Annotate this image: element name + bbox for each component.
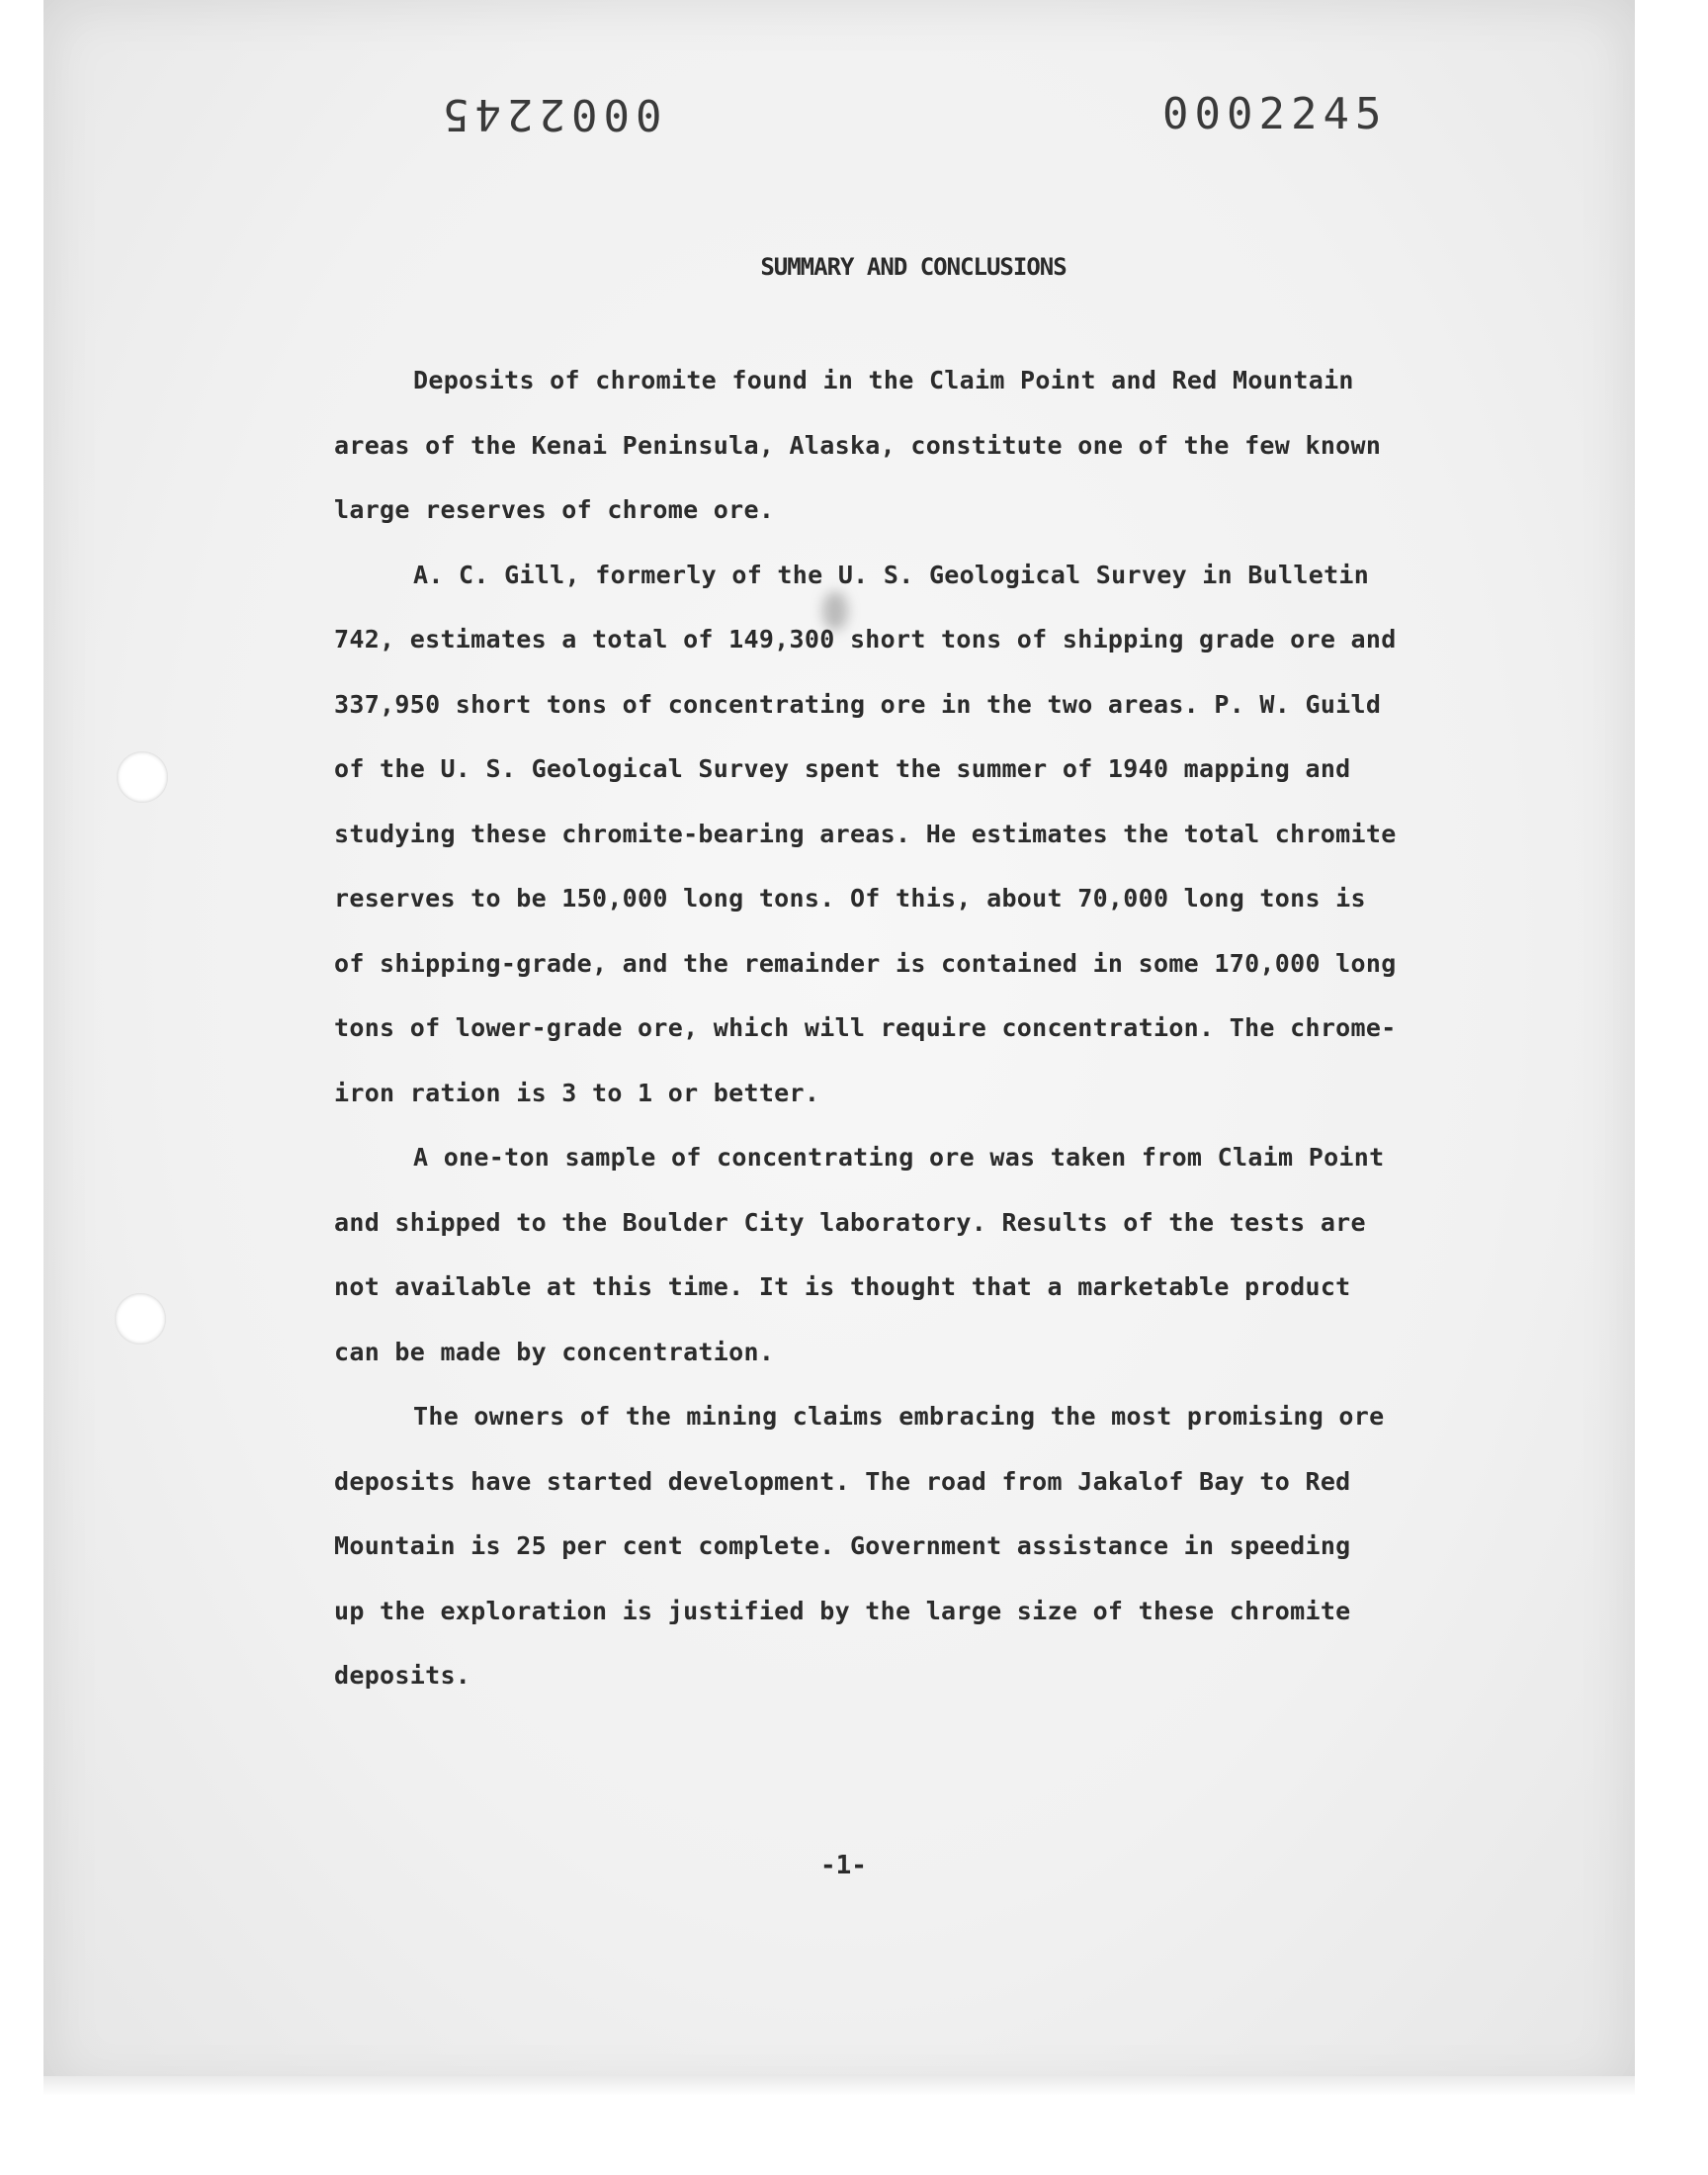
text-line: of shipping-grade, and the remainder is contained in some 170,000 long (334, 948, 1397, 978)
text-line: of the U. S. Geological Survey spent the summer of 1940 mapping and (334, 754, 1351, 783)
text-line: studying these chromite-bearing areas. He estimates the total chromite (334, 819, 1397, 848)
text-line: A. C. Gill, formerly of the U. S. Geological Survey in Bulletin (413, 560, 1370, 589)
paragraph-2 (334, 543, 1510, 1126)
page-number-stamp: 0002245 (1162, 89, 1388, 139)
text-line: deposits have started development. The road from Jakalof Bay to Red (334, 1466, 1351, 1496)
text-line: and shipped to the Boulder City laboratory. Results of the tests are (334, 1207, 1366, 1237)
paragraph-4 (334, 1384, 1510, 1708)
text-line: reserves to be 150,000 long tons. Of this, about 70,000 long tons is (334, 884, 1366, 913)
body-text (334, 348, 1510, 1730)
page-number-stamp-inverted: 0002245 (437, 89, 662, 139)
section-heading: SUMMARY AND CONCLUSIONS (760, 253, 1067, 281)
text-line: iron ration is 3 to 1 or better. (334, 1078, 820, 1107)
text-line: deposits. (334, 1661, 471, 1690)
text-line: areas of the Kenai Peninsula, Alaska, constitute one of the few known (334, 430, 1382, 460)
text-line: not available at this time. It is thought that a marketable product (334, 1272, 1351, 1301)
paragraph-3 (334, 1125, 1510, 1384)
text-line: A one-ton sample of concentrating ore was taken from Claim Point (413, 1143, 1385, 1172)
text-line: The owners of the mining claims embracing the most promising ore (413, 1402, 1385, 1431)
text-line: can be made by concentration. (334, 1337, 775, 1366)
punch-hole-bottom (115, 1293, 166, 1345)
text-line: large reserves of chrome ore. (334, 495, 775, 524)
text-line: up the exploration is justified by the large size of these chromite (334, 1596, 1351, 1625)
text-line: 742, estimates a total of 149,300 short tons of shipping grade ore and (334, 625, 1397, 653)
paper-edge (43, 2076, 1635, 2096)
text-line: Mountain is 25 per cent complete. Government assistance in speeding (334, 1531, 1351, 1560)
text-line: tons of lower-grade ore, which will require concentration. The chrome- (334, 1013, 1397, 1042)
page-folio: -1- (820, 1851, 867, 1880)
paragraph-1 (334, 348, 1510, 543)
punch-hole-top (117, 751, 168, 803)
text-line: 337,950 short tons of concentrating ore in the two areas. P. W. Guild (334, 689, 1382, 719)
text-line: Deposits of chromite found in the Claim Point and Red Mountain (413, 366, 1354, 394)
